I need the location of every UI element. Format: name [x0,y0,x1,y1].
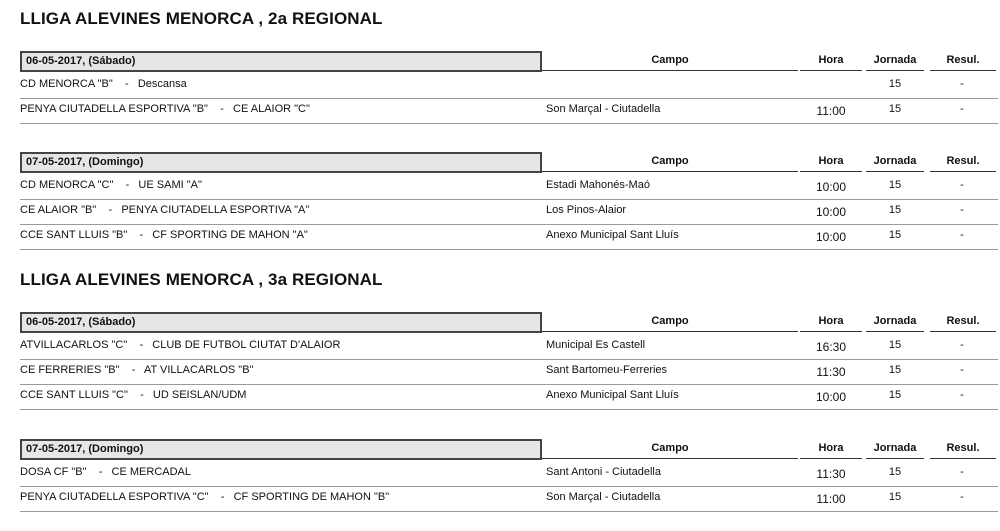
match-time: 16:30 [815,340,847,354]
match-time: 11:00 [816,492,846,506]
hora-underline [800,458,862,459]
match-time: 11:00 [816,104,846,118]
match-round: 15 [888,78,902,90]
match-teams: CCE SANT LLUIS "C" - UD SEISLAN/UDM [20,389,247,401]
match-round: 15 [888,466,902,478]
match-venue: Anexo Municipal Sant Lluís [546,389,679,401]
match-time: 11:30 [816,365,846,379]
campo-header: Campo [651,442,689,454]
match-time: 11:30 [816,467,846,481]
campo-header: Campo [651,54,689,66]
jornada-header: Jornada [873,315,917,327]
match-teams: CE ALAIOR "B" - PENYA CIUTADELLA ESPORTIVA "A" [20,204,310,216]
resul-header: Resul. [946,315,980,327]
date-label: 06-05-2017, (Sábado) [26,55,136,67]
campo-underline [542,458,798,459]
match-venue: Municipal Es Castell [546,339,646,351]
match-result: - [960,78,964,90]
match-venue: Sant Bartomeu-Ferreries [546,364,668,376]
match-round: 15 [888,491,902,503]
match-venue: Estadi Mahonés-Maó [546,179,650,191]
table-row [20,174,998,200]
match-teams: CD MENORCA "B" - Descansa [20,78,187,90]
date-box [20,51,542,72]
match-round: 15 [888,179,902,191]
jornada-underline [866,171,924,172]
match-result: - [960,491,964,503]
date-box [20,439,542,460]
hora-header: Hora [818,54,844,66]
table-row [20,384,998,410]
match-teams: PENYA CIUTADELLA ESPORTIVA "B" - CE ALAIOR "C" [20,103,310,115]
table-row [20,199,998,225]
match-venue: Sant Antoni - Ciutadella [546,466,661,478]
match-round: 15 [888,364,902,376]
match-teams: ATVILLACARLOS "C" - CLUB DE FUTBOL CIUTAT D'ALAIOR [20,339,341,351]
match-teams: CD MENORCA "C" - UE SAMI "A" [20,179,202,191]
match-result: - [960,204,964,216]
table-row [20,98,998,124]
campo-header: Campo [651,315,689,327]
match-venue: Son Marçal - Ciutadella [546,103,661,115]
jornada-underline [866,70,924,71]
campo-underline [542,171,798,172]
resul-underline [930,458,996,459]
date-label: 07-05-2017, (Domingo) [26,156,144,168]
jornada-underline [866,331,924,332]
date-box [20,152,542,173]
date-label: 06-05-2017, (Sábado) [26,316,136,328]
table-row [20,461,998,487]
table-row [20,224,998,250]
day-header [20,439,1000,459]
match-result: - [960,364,964,376]
match-result: - [960,103,964,115]
table-row [20,359,998,385]
match-time: 10:00 [815,205,847,219]
match-result: - [960,389,964,401]
table-row [20,334,998,360]
section-title: LLIGA ALEVINES MENORCA , 2a REGIONAL [20,9,383,28]
match-teams: DOSA CF "B" - CE MERCADAL [20,466,192,478]
campo-underline [542,331,798,332]
match-round: 15 [888,204,902,216]
campo-header: Campo [651,155,689,167]
jornada-header: Jornada [873,54,917,66]
hora-underline [800,70,862,71]
match-venue: Son Marçal - Ciutadella [546,491,661,503]
resul-header: Resul. [946,54,980,66]
match-result: - [960,179,964,191]
section-title: LLIGA ALEVINES MENORCA , 3a REGIONAL [20,270,383,289]
hora-underline [800,331,862,332]
match-round: 15 [888,103,902,115]
match-teams: CCE SANT LLUIS "B" - CF SPORTING DE MAHON "A" [20,229,308,241]
resul-header: Resul. [946,442,980,454]
match-round: 15 [888,339,902,351]
match-time: 10:00 [815,230,847,244]
match-result: - [960,229,964,241]
hora-underline [800,171,862,172]
match-time: 10:00 [815,390,847,404]
resul-header: Resul. [946,155,980,167]
jornada-underline [866,458,924,459]
jornada-header: Jornada [873,155,917,167]
day-header [20,51,1000,71]
day-header [20,312,1000,332]
match-result: - [960,339,964,351]
resul-underline [930,331,996,332]
match-time: 10:00 [815,180,847,194]
jornada-header: Jornada [873,442,917,454]
hora-header: Hora [818,155,844,167]
match-result: - [960,466,964,478]
table-row [20,486,998,512]
table-row [20,73,998,99]
match-round: 15 [888,389,902,401]
resul-underline [930,70,996,71]
match-teams: CE FERRERIES "B" - AT VILLACARLOS "B" [20,364,254,376]
date-box [20,312,542,333]
match-venue: Anexo Municipal Sant Lluís [546,229,679,241]
match-teams: PENYA CIUTADELLA ESPORTIVA "C" - CF SPORTING DE MAHON "B" [20,491,390,503]
day-header [20,152,1000,172]
match-round: 15 [888,229,902,241]
date-label: 07-05-2017, (Domingo) [26,443,144,455]
match-venue: Los Pinos-Alaior [546,204,627,216]
resul-underline [930,171,996,172]
hora-header: Hora [818,315,844,327]
campo-underline [542,70,798,71]
hora-header: Hora [818,442,844,454]
